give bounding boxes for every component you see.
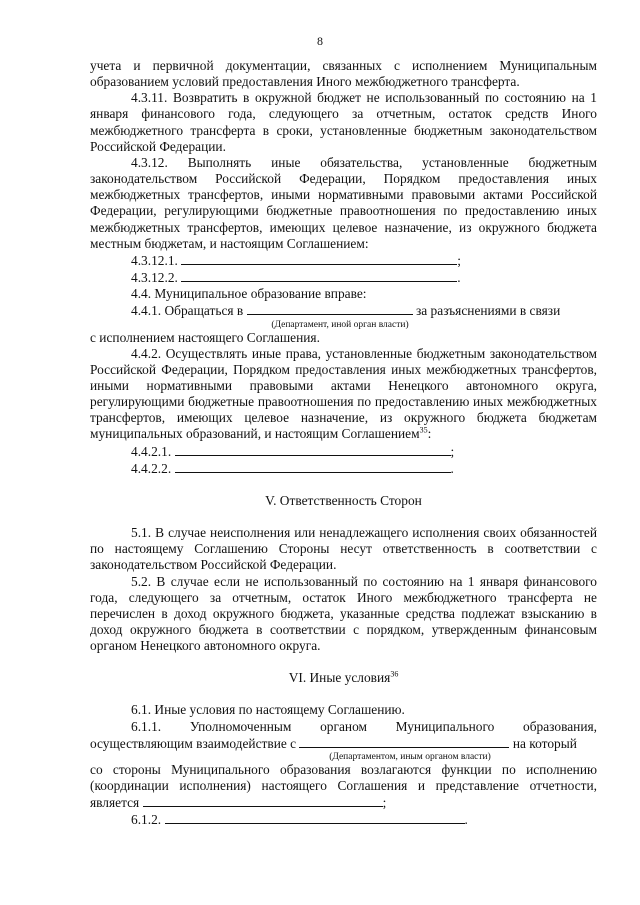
section-heading-6 (90, 670, 597, 686)
clause-number: 4.4.2.2. (131, 460, 172, 476)
punctuation: . (450, 460, 454, 476)
clause-6-1-1: 6.1.1. Уполномоченным органом Муниципального образования, (131, 718, 597, 734)
clause-4-4-2-1 (90, 443, 597, 460)
clause-4-4-1-end: с исполнением настоящего Соглашения. (90, 329, 320, 345)
punctuation: ; (457, 252, 461, 268)
clause-4-3-12: 4.3.12. Выполнять иные обязательства, установленные бюджетным законодательством Российской Федерации, Порядком предоставления иных межбюджетных трансфертов, иными нормативными правовыми актами Российской Федерации, регулирующими бюджетные правоотношения по предоставлению иных межбюджетных трансфертов, имеющих целевое назначение, из окружного бюджета местным бюджетам, и настоящим Соглашением: (90, 154, 597, 251)
fill-in-line[interactable] (143, 794, 383, 807)
clause-6-1-1-line2 (90, 735, 597, 752)
field-hint: (Департамент, иной орган власти) (271, 319, 409, 330)
clause-6-1-2 (90, 811, 597, 828)
clause-text: на который (512, 735, 577, 751)
clause-text: за разъяснениями в связи (415, 303, 561, 319)
clause-4-3-12-2 (90, 269, 597, 286)
fill-in-line[interactable] (175, 443, 451, 456)
punctuation: : (427, 426, 432, 442)
section-heading-5: V. Ответственность Сторон (265, 492, 422, 508)
heading-text: VI. Иные условия (288, 670, 391, 686)
page-number: 8 (317, 34, 323, 48)
clause-4-4-2 (90, 346, 597, 443)
clause-5-2: 5.2. В случае если не использованный по состоянию на 1 января финансового года, следующего за отчетным, остаток Иного межбюджетного трансферта не перечислен в доход окружного бюджета, указанные средства подлежат взысканию в доход окружного бюджета в соответствии с порядком, утвержденным финансовым органом Ненецкого автономного округа. (90, 573, 597, 654)
footnote-ref[interactable]: 35 (419, 425, 428, 435)
clause-text: со стороны Муниципального образования возлагаются функции по исполнению (координации исполнения) настоящего Соглашения и представление отчетности, является (90, 761, 597, 811)
clause-number: 4.3.12.2. (131, 270, 178, 286)
punctuation: . (457, 270, 461, 286)
fill-in-line[interactable] (299, 735, 509, 748)
clause-4-3-12-1 (90, 252, 597, 269)
clause-number: 4.3.12.1. (131, 252, 178, 268)
document-body (90, 58, 597, 829)
clause-4-4-1 (90, 302, 597, 319)
fill-in-line[interactable] (175, 460, 451, 473)
paragraph-continuation: учета и первичной документации, связанных с исполнением Муниципальным образованием условий предоставления Иного межбюджетного трансферта. (90, 58, 597, 90)
fill-in-line[interactable] (181, 269, 457, 282)
fill-in-line[interactable] (165, 811, 465, 824)
clause-4-4: 4.4. Муниципальное образование вправе: (131, 286, 367, 302)
clause-6-1-1-end (90, 762, 597, 811)
fill-in-line[interactable] (247, 302, 413, 315)
field-hint: (Департаментом, иным органом власти) (329, 751, 491, 762)
clause-5-1: 5.1. В случае неисполнения или ненадлежащего исполнения своих обязанностей по настоящему Соглашению Стороны несут ответственность в соответствии с законодательством Российской Федерации. (90, 525, 597, 573)
footnote-ref[interactable]: 36 (390, 669, 399, 679)
clause-text: осуществляющим взаимодействие с (90, 735, 297, 751)
clause-4-4-2-2 (90, 460, 597, 477)
clause-number: 6.1.2. (131, 812, 162, 828)
punctuation: ; (382, 795, 387, 811)
clause-4-3-11: 4.3.11. Возвратить в окружной бюджет не использованный по состоянию на 1 января финансового года, следующего за отчетным, остаток средств Иного межбюджетного трансферта в сроки, установленные бюджетным законодательством Российской Федерации. (90, 90, 597, 154)
clause-text: 4.4.1. Обращаться в (131, 303, 244, 319)
clause-6-1: 6.1. Иные условия по настоящему Соглашению. (131, 702, 405, 718)
clause-text: 4.4.2. Осуществлять иные права, установленные бюджетным законодательством Российской Федерации, Порядком предоставления иных межбюджетных трансфертов, иными нормативными правовыми актами Ненецкого автономного округа, регулирующими бюджетные правоотношения по предоставлению иных межбюджетных трансфертов, имеющих целевое назначение, из окружного бюджета бюджетам муниципальных образований, и настоящим Соглашением (90, 345, 597, 442)
punctuation: . (464, 812, 468, 828)
fill-in-line[interactable] (181, 252, 457, 265)
punctuation: ; (450, 443, 455, 459)
clause-number: 4.4.2.1. (131, 443, 172, 459)
